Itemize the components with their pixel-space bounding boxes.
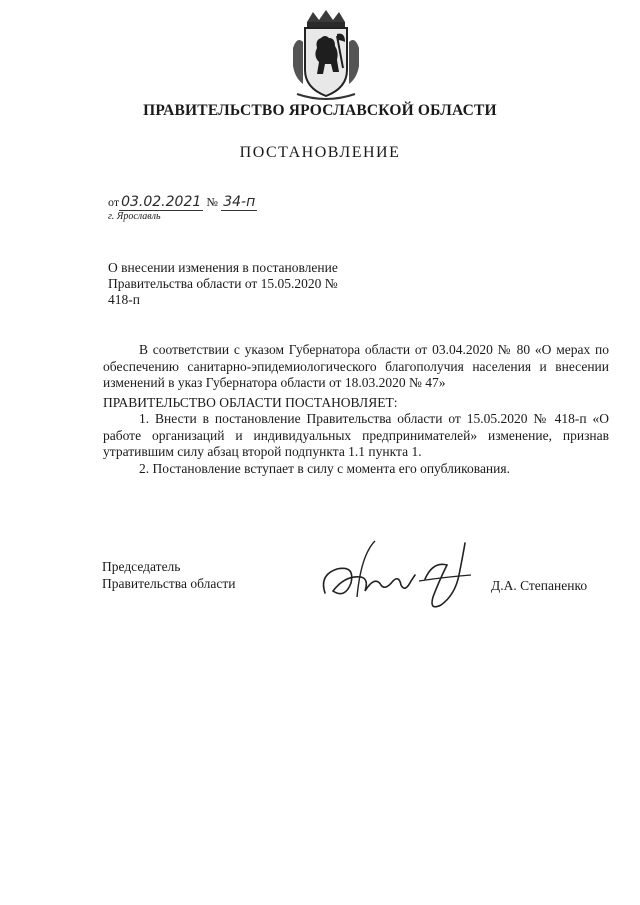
item-2-paragraph: 2. Постановление вступает в силу с момента его опубликования. [139,460,510,476]
date-prefix: от [108,195,120,209]
handwritten-signature-icon [315,535,485,615]
document-body [103,342,609,477]
signatory-position [102,558,235,592]
item-1-paragraph: 1. Внести в постановление Правительства области от 15.05.2020 № 418-п «О работе организаций и индивидуальных предпринимателей» изменение, признав утратившим силу абзац второй подпункта 1.1 пункта 1. [103,411,609,459]
coat-of-arms-icon [289,8,363,102]
preamble-paragraph: В соответствии с указом Губернатора области от 03.04.2020 № 80 «О мерах по обеспечению санитарно-эпидемиологического благополучия населения и внесении изменений в указ Губернатора области от 18.03.2020 № 47» [103,342,609,390]
number-prefix: № [206,195,218,209]
document-type: ПОСТАНОВЛЕНИЕ [239,144,401,161]
organization-title: ПРАВИТЕЛЬСТВО ЯРОСЛАВСКОЙ ОБЛАСТИ [143,102,497,119]
document-number: 34-п [223,194,256,210]
decree-heading: ПРАВИТЕЛЬСТВО ОБЛАСТИ ПОСТАНОВЛЯЕТ: [103,394,398,410]
city-label: г. Ярославль [108,211,161,222]
document-subject: О внесении изменения в постановление Правительства области от 15.05.2020 № 418-п [108,260,338,307]
signer-name: Д.А. Степаненко [491,578,588,593]
position-line-1: Председатель [102,559,181,574]
document-date: 03.02.2021 [121,194,202,210]
position-line-2: Правительства области [102,576,236,591]
date-number-line [108,194,257,210]
